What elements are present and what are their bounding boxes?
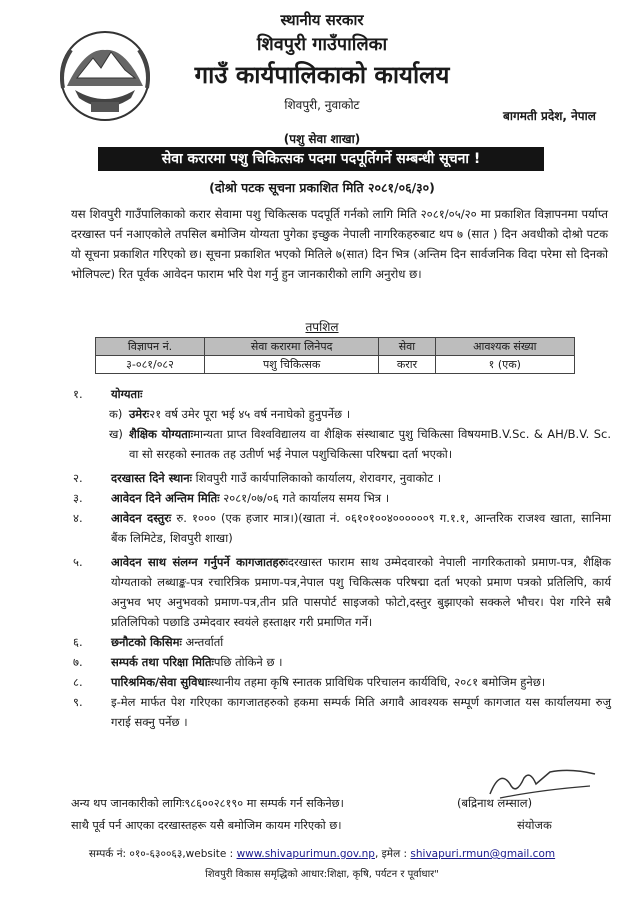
footer-slogan: शिवपुरी विकास समृद्धिको आधार:शिक्षा, कृषि, पर्यटन र पूर्वाधार" (205, 869, 439, 880)
table-header: सेवा करारमा लिनेपद (205, 338, 379, 356)
table-cell: १ (एक) (435, 356, 574, 374)
list-item (109, 404, 611, 424)
office-location: शिवपुरी, नुवाकोट (284, 98, 360, 112)
item-number: ५. (73, 555, 83, 569)
list-item (71, 468, 611, 488)
list-item (71, 552, 611, 632)
table-header: विज्ञापन नं. (96, 338, 205, 356)
item-text: २०८१/०७/०६ गते कार्यालय समय भित्र । (219, 491, 390, 505)
contact-info: अन्य थप जानकारीको लागिः९८६००२८१९० मा सम्पर्क गर्न सकिनेछ। (71, 797, 344, 810)
notice-banner: सेवा करारमा पशु चिकित्सक पदमा पदपूर्तिगर्ने सम्बन्धी सूचना ! (98, 147, 544, 171)
item-number: ३. (73, 491, 83, 505)
item-number: ४. (73, 511, 83, 525)
table-cell: ३-०८१/०८२ (96, 356, 205, 374)
signer-title: संयोजक (517, 818, 552, 832)
item-label: सम्पर्क तथा परिक्षा मितिः (111, 655, 214, 669)
item-text: शिवपुरी गाउँ कार्यपालिकाको कार्यालय, शेरावगर, नुवाकोट । (191, 471, 442, 485)
item-text: मान्यता प्राप्त विश्वविद्यालय वा शैक्षिक संस्थाबाट पुशु चिकित्सा विषयमाB.V.Sc. & AH/B.V. Sc. वा सो सरहको स्नातक तह उतीर्ण भई नेपाल पशुचिकित्सा परिषद्मा दर्ता भएको। (129, 427, 611, 461)
section-name: (पशु सेवा शाखा) (283, 132, 361, 146)
list-item (109, 424, 611, 464)
item-number: २. (73, 471, 83, 485)
item-text: पछि तोकिने छ । (213, 655, 283, 669)
item-number: ८. (73, 675, 83, 689)
item-label: आवेदन दिने अन्तिम मितिः (111, 491, 220, 505)
item-number: १. (73, 387, 83, 401)
requirements-list (71, 384, 611, 732)
header-line-1: स्थानीय सरकार (280, 11, 364, 29)
item-text: अन्तर्वार्ता (181, 635, 224, 649)
item-number: ६. (73, 635, 83, 649)
table-cell: करार (379, 356, 435, 374)
item-label: शैक्षिक योग्यताः (129, 427, 194, 441)
footer-contact (0, 847, 644, 861)
item-label: पारिश्रमिक/सेवा सुविधाः (111, 675, 210, 689)
table-caption: तपशिल (305, 320, 339, 334)
intro-paragraph: यस शिवपुरी गाउँपालिकाको करार सेवामा पशु चिकित्सक पदपूर्ति गर्नको लागि मिति २०८१/०५/२० मा प्रकाशित विज्ञापनमा पर्याप्त दरखास्त पर्न नआएकोले तपसिल बमोजिम योग्यता पुगेका इच्छुक नेपाली नागरिकहरुबाट थप ७ (सात ) दिन अवधीको दोश्रो पटक यो सूचना प्रकाशित गरिएको छ। सूचना प्रकाशित भएको मितिले ७(सात) दिन भित्र (अन्तिम दिन सार्वजनिक विदा परेमा सो दिनको भोलिपल्ट) रित पूर्वक आवेदन फाराम भरि पेश गर्नु हुन जानकारीको लागि अनुरोध छ। (71, 207, 608, 281)
table-header: आवश्यक संख्या (435, 338, 574, 356)
item-text: स्थानीय तहमा कृषि स्नातक प्राविधिक परिचालन कार्यविधि, २०८१ बमोजिम हुनेछ। (209, 675, 546, 689)
vacancy-table (95, 337, 575, 374)
republish-date: (दोश्रो पटक सूचना प्रकाशित मिति २०८१/०६/३०) (209, 180, 435, 195)
item-label: दरखास्त दिने स्थानः (111, 471, 192, 485)
list-item (71, 384, 611, 404)
item-number: ९. (73, 695, 83, 709)
item-text: इ-मेल मार्फत पेश गरिएका कागजातहरुको हकमा सम्पर्क मिति अगावै आवश्यक सम्पूर्ण कागजात यस कार्यालयमा रुजु गराई सक्नु पर्नेछ । (111, 695, 611, 729)
table-row (96, 356, 575, 374)
email-link[interactable]: shivapuri.rmun@gmail.com (410, 848, 556, 860)
item-text: दरखास्त फाराम साथ उम्मेदवारको नेपाली नागरिकताको प्रमाण-पत्र, शैक्षिक योग्यताको लब्धाङ्क-पत्र रचारित्रिक प्रमाण-पत्र,नेपाल पशु चिकित्सक परिषद्मा दर्ता भएको प्रमाण पत्रको प्रतिलिपि, कार्य अनुभव भए अनुभवको प्रमाण-पत्र,तीन प्रति पासपोर्ट साइजको फोटो,दस्तुर बुझाएको सक्कले भौचर। पेश गरिने सबै प्रतिलिपिको पछाडि उम्मेदवार स्वयंले हस्ताक्षर गरी प्रमाणित गर्ने। (111, 555, 611, 629)
province-name: बागमती प्रदेश, नेपाल (503, 109, 596, 123)
list-item (71, 652, 611, 672)
footer-email-label: , इमेल : (374, 848, 411, 860)
item-text: २१ वर्ष उमेर पूरा भई ४५ वर्ष ननाघेको हुनुपर्नेछ । (149, 407, 351, 421)
list-item (71, 692, 611, 732)
item-number: ७. (73, 655, 83, 669)
table-header: सेवा (379, 338, 435, 356)
list-item (71, 508, 611, 548)
list-item (71, 632, 611, 652)
item-label: उमेरः (129, 407, 150, 421)
item-label: छनौटको किसिमः (111, 635, 182, 649)
table-header-row (96, 338, 575, 356)
item-label: आवेदन साथ संलग्न गर्नुपर्ने कागजातहरुः (111, 555, 288, 569)
item-text: रु. १००० (एक हजार मात्र।)(खाता नं. ०६१०१००४००००००९ ग.१.१, आन्तरिक राजश्व खाता, सानिमा बैंक लिमिटेड, शिवपुरी शाखा) (111, 511, 612, 545)
contact-note: साथै पूर्व पर्न आएका दरखास्तहरू यसै बमोजिम कायम गरिएको छ। (71, 819, 342, 832)
item-number: ख) (109, 427, 123, 441)
signer-name: (बद्रिनाथ लम्साल) (457, 796, 533, 810)
footer-phone: सम्पर्क नं: ०१०-६३००६३,website : (88, 848, 237, 860)
item-label: योग्यताः (111, 387, 143, 401)
website-link[interactable]: www.shivapurimun.gov.np (236, 848, 375, 860)
list-item (71, 488, 611, 508)
list-item (71, 672, 611, 692)
item-number: क) (109, 407, 123, 421)
municipality-name: शिवपुरी गाउँपालिका (256, 34, 388, 55)
table-cell: पशु चिकित्सक (205, 356, 379, 374)
office-title: गाउँ कार्यपालिकाको कार्यालय (194, 61, 450, 89)
item-label: आवेदन दस्तुरः (111, 511, 172, 525)
